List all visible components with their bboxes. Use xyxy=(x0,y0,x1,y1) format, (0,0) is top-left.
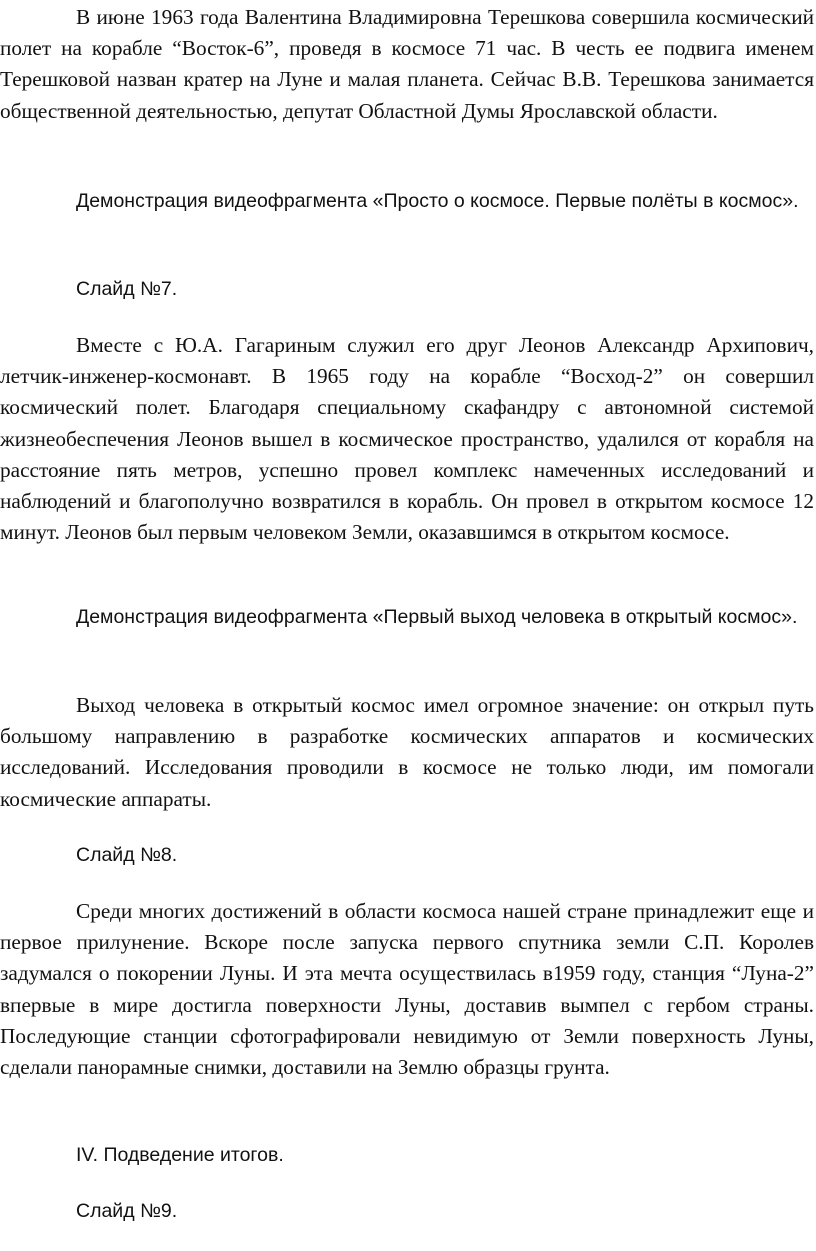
paragraph-tereshkova: В июне 1963 года Валентина Владимировна Терешкова совершила космический полет на корабле “Восток-6”, проведя в космосе 71 час. В честь ее подвига именем Терешковой назван кратер на Луне и малая планета. Сейчас В.В. Терешкова занимается общественной деятельностью, депутат Областной Думы Ярославской области. xyxy=(0,5,814,123)
slide-8-heading: Слайд №8. xyxy=(76,844,178,866)
slide-9-heading: Слайд №9. xyxy=(76,1200,178,1222)
paragraph-video-spacewalk: Демонстрация видеофрагмента «Первый выход человека в открытый космос». xyxy=(76,606,798,628)
paragraph-spacewalk-significance: Выход человека в открытый космос имел огромное значение: он открыл путь большому направлению в разработке космических аппаратов и космических исследований. Исследования проводили в космосе не только люди, им помогали космические аппараты. xyxy=(0,693,814,811)
paragraph-leonov: Вместе с Ю.А. Гагариным служил его друг Леонов Александр Архипович, летчик-инженер-космонавт. В 1965 году на корабле “Восход-2” он совершил космический полет. Благодаря специальному скафандру с автономной системой жизнеобеспечения Леонов вышел в космическое пространство, удалился от корабля на расстояние пять метров, успешно провел комплекс намеченных исследований и наблюдений и благополучно возвратился в корабль. Он провел в открытом космосе 12 минут. Леонов был первым человеком Земли, оказавшимся в открытом космосе. xyxy=(0,333,814,545)
paragraph-moon-landing: Среди многих достижений в области космоса нашей стране принадлежит еще и первое прилунение. Вскоре после запуска первого спутника земли С.П. Королев задумался о покорении Луны. И эта мечта осуществилась в1959 году, станция “Луна-2” впервые в мире достигла поверхности Луны, доставив вымпел с гербом страны. Последующие станции сфотографировали невидимую от Земли поверхность Луны, сделали панорамные снимки, доставили на Землю образцы грунта. xyxy=(0,899,814,1080)
slide-7-heading: Слайд №7. xyxy=(76,278,178,300)
paragraph-video-first-flights: Демонстрация видеофрагмента «Просто о космосе. Первые полёты в космос». xyxy=(76,190,799,212)
section-iv-heading: IV. Подведение итогов. xyxy=(76,1144,284,1166)
